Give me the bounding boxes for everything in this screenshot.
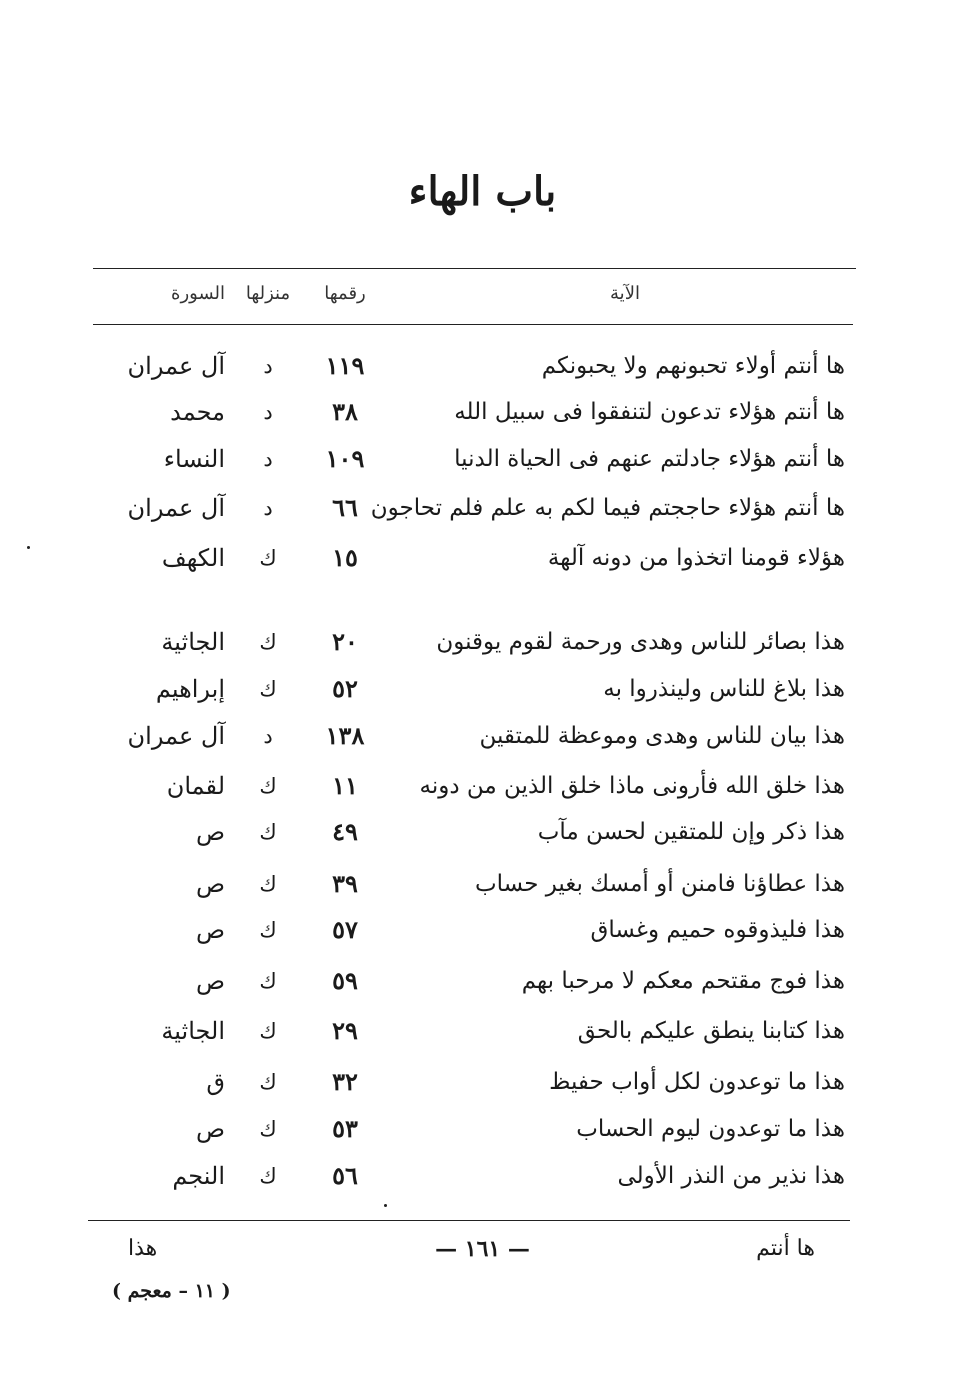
table-row (0, 762, 965, 810)
ayah-text: هذا فليذوقوه حميم وغساق (590, 917, 845, 943)
ayah-number: ١٥ (332, 543, 358, 572)
surah-name: آل عمران (127, 494, 225, 522)
ayah-text: هذا ما توعدون ليوم الحساب (576, 1116, 845, 1142)
revelation-type: ك (259, 872, 277, 896)
surah-name: ص (195, 870, 225, 898)
page-number: — ١٦١ — (435, 1236, 530, 1262)
table-row (0, 1105, 965, 1153)
table-row (0, 388, 965, 436)
table-row (0, 1007, 965, 1055)
ayah-text: هذا كتابنا ينطق عليكم بالحق (577, 1018, 845, 1044)
table-row (0, 618, 965, 666)
ayah-text: هذا ما توعدون لكل أواب حفيظ (549, 1069, 845, 1095)
ayah-text: هذا ذكر وإن للمتقين لحسن مآب (537, 819, 845, 845)
surah-name: الجاثية (161, 1017, 225, 1045)
ayah-text: ها أنتم هؤلاء جادلتم عنهم فى الحياة الدنيا (454, 446, 845, 472)
revelation-type: ك (259, 630, 277, 654)
ayah-number: ١٠٩ (325, 444, 365, 473)
ayah-number: ٢٠ (332, 627, 358, 656)
header-surah: السورة (171, 283, 225, 304)
table-row (0, 1152, 965, 1200)
ayah-number: ٥٦ (332, 1161, 358, 1190)
ayah-text: هذا نذير من النذر الأولى (617, 1163, 845, 1189)
ayah-text: هذا بيان للناس وهدى وموعظة للمتقين (479, 723, 845, 749)
ayah-number: ٣٢ (332, 1067, 358, 1096)
ayah-text: ها أنتم هؤلاء تدعون لتنفقوا فى سبيل الله (454, 399, 845, 425)
surah-name: الجاثية (161, 628, 225, 656)
revelation-type: ك (259, 1019, 277, 1043)
surah-name: ص (195, 916, 225, 944)
ayah-number: ٢٩ (332, 1016, 358, 1045)
table-row (0, 860, 965, 908)
surah-name: النجم (172, 1162, 225, 1190)
revelation-type: د (263, 496, 273, 520)
table-row (0, 435, 965, 483)
page-title: باب الهاء (408, 168, 557, 215)
table-row (0, 906, 965, 954)
catchword-right: ها أنتم (756, 1236, 815, 1261)
revelation-type: د (263, 354, 273, 378)
surah-name: الكهف (161, 544, 225, 572)
revelation-type: د (263, 447, 273, 471)
ayah-number: ١٣٨ (325, 721, 365, 750)
revelation-type: د (263, 400, 273, 424)
table-row (0, 808, 965, 856)
revelation-type: ك (259, 677, 277, 701)
surah-name: النساء (163, 445, 225, 473)
table-row (0, 534, 965, 582)
ayah-text: هذا بصائر للناس وهدى ورحمة لقوم يوقنون (436, 629, 845, 655)
surah-name: ص (195, 1115, 225, 1143)
ayah-number: ٤٩ (332, 817, 358, 846)
ayah-text: هذا عطاؤنا فامنن أو أمسك بغير حساب (475, 871, 845, 897)
header-type: منزلها (245, 283, 291, 304)
table-header (0, 270, 965, 318)
ayah-number: ١١٩ (325, 351, 365, 380)
top-rule (93, 268, 856, 269)
signature-mark: ( ١١ – معجم ) (112, 1280, 231, 1302)
revelation-type: ك (259, 820, 277, 844)
table-row (0, 1058, 965, 1106)
surah-name: ص (195, 967, 225, 995)
header-ayah: الآية (610, 283, 640, 304)
ayah-text: هؤلاء قومنا اتخذوا من دونه آلهة (547, 545, 845, 571)
ayah-number: ٥٢ (332, 674, 358, 703)
surah-name: إبراهيم (155, 675, 225, 703)
bottom-rule (88, 1220, 850, 1221)
ayah-number: ١١ (332, 771, 358, 800)
ink-speck (27, 546, 30, 549)
revelation-type: د (263, 724, 273, 748)
table-row (0, 665, 965, 713)
surah-name: لقمان (166, 772, 225, 800)
surah-name: ص (195, 818, 225, 846)
table-row (0, 957, 965, 1005)
header-number: رقمها (324, 283, 366, 304)
catchword-left: هذا (128, 1236, 158, 1261)
table-row (0, 484, 965, 532)
revelation-type: ك (259, 1117, 277, 1141)
ayah-number: ٣٨ (332, 397, 358, 426)
ayah-text: هذا بلاغ للناس ولينذروا به (603, 676, 845, 702)
surah-name: آل عمران (127, 352, 225, 380)
surah-name: آل عمران (127, 722, 225, 750)
ayah-text: ها أنتم هؤلاء حاججتم فيما لكم به علم فلم تحاجون (370, 495, 845, 521)
ayah-text: هذا خلق الله فأرونى ماذا خلق الذين من دونه (419, 773, 845, 799)
ayah-text: ها أنتم أولاء تحبونهم ولا يحبونكم (541, 353, 845, 379)
ayah-text: هذا فوج مقتحم معكم لا مرحبا بهم (521, 968, 845, 994)
revelation-type: ك (259, 1164, 277, 1188)
surah-name: محمد (170, 398, 225, 426)
ayah-number: ٦٦ (332, 493, 358, 522)
ayah-number: ٥٧ (332, 915, 358, 944)
revelation-type: ك (259, 546, 277, 570)
ink-speck (384, 1204, 387, 1207)
table-row (0, 712, 965, 760)
ayah-number: ٣٩ (332, 869, 358, 898)
header-rule (93, 324, 853, 325)
surah-name: ق (206, 1068, 225, 1096)
revelation-type: ك (259, 969, 277, 993)
ayah-number: ٥٩ (332, 966, 358, 995)
revelation-type: ك (259, 774, 277, 798)
revelation-type: ك (259, 1070, 277, 1094)
ayah-number: ٥٣ (332, 1114, 358, 1143)
table-row (0, 342, 965, 390)
revelation-type: ك (259, 918, 277, 942)
